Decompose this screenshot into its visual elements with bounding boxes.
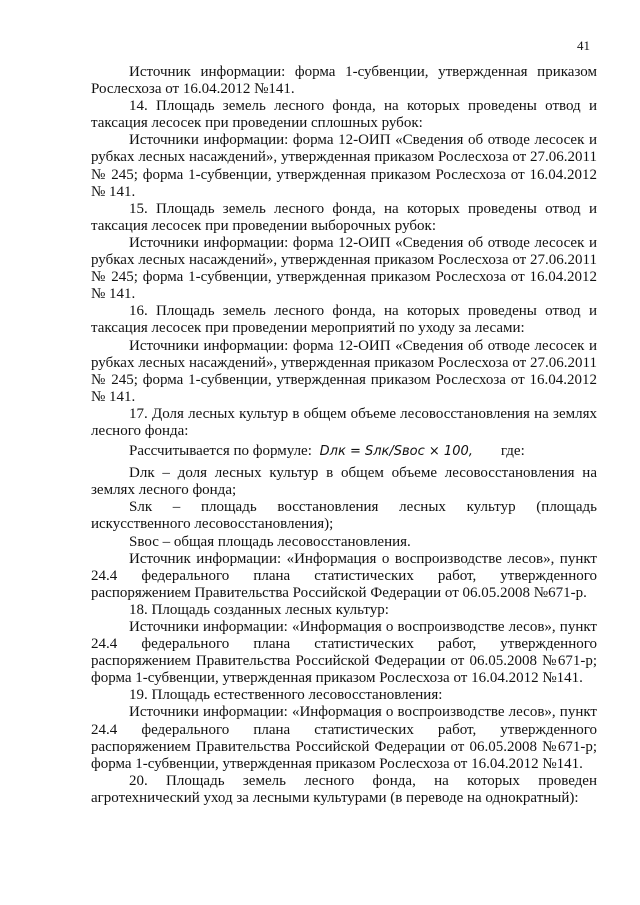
item-19-heading: 19. Площадь естественного лесовосстановления: <box>129 687 443 704</box>
item-15-sources: Источники информации: форма 12-ОИП «Сведения об отводе лесосек и рубках лесных насаждений», утвержденная приказом Рослесхоза от 27.06.2011 № 245; форма 1-субвенции, утвержденная приказом Рослесхоза от 16.04.2012 № 141. <box>91 234 597 303</box>
item-14-heading: 14. Площадь земель лесного фонда, на которых проведены отвод и таксация лесосек при проведении сплошных рубок: <box>91 98 597 132</box>
formula-where: где: <box>500 443 525 460</box>
item-18-sources: Источники информации: «Информация о воспроизводстве лесов», пункт 24.4 федерального плана статистических работ, утвержденного распоряжением Правительства Российской Федерации от 06.05.2008 №671-р; форма 1-субвенции, утвержденная приказом Рослесхоза от 16.04.2012 №141. <box>91 619 597 687</box>
item-17-source: Источник информации: «Информация о воспроизводстве лесов», пункт 24.4 федерального плана статистических работ, утвержденного распоряжением Правительства Российской Федерации от 06.05.2008 №671-р. <box>91 550 597 601</box>
definition-dlk: Dлк – доля лесных культур в общем объеме лесовосстановления на землях лесного фонда; <box>91 465 597 499</box>
item-16-heading: 16. Площадь земель лесного фонда, на которых проведены отвод и таксация лесосек при проведении мероприятий по уходу за лесами: <box>91 303 597 337</box>
definition-slk: Sлк – площадь восстановления лесных культур (площадь искусственного лесовосстановления); <box>91 499 597 533</box>
item-16-sources: Источники информации: форма 12-ОИП «Сведения об отводе лесосек и рубках лесных насаждений», утвержденная приказом Рослесхоза от 27.06.2011 № 245; форма 1-субвенции, утвержденная приказом Рослесхоза от 16.04.2012 № 141. <box>91 337 597 405</box>
source-paragraph: Источник информации: форма 1-субвенции, утвержденная приказом Рослесхоза от 16.04.2012 №141. <box>91 64 597 98</box>
definition-svos: Sвос – общая площадь лесовосстановления. <box>129 533 411 550</box>
page-number: 41 <box>577 38 590 53</box>
item-17-heading: 17. Доля лесных культур в общем объеме лесовосстановления на землях лесного фонда: <box>91 405 597 439</box>
formula-intro: Рассчитывается по формуле: <box>129 443 312 460</box>
item-18-heading: 18. Площадь созданных лесных культур: <box>129 601 389 618</box>
item-14-sources: Источники информации: форма 12-ОИП «Сведения об отводе лесосек и рубках лесных насаждений», утвержденная приказом Рослесхоза от 27.06.2011 № 245; форма 1-субвенции, утвержденная приказом Рослесхоза от 16.04.2012 № 141. <box>91 132 597 200</box>
document-body <box>91 64 597 807</box>
item-20-heading: 20. Площадь земель лесного фонда, на которых проведен агротехнический уход за лесными культурами (в переводе на однократный): <box>91 772 597 806</box>
item-15-heading: 15. Площадь земель лесного фонда, на которых проведены отвод и таксация лесосек при проведении выборочных рубок: <box>91 200 597 234</box>
formula-line <box>91 443 597 460</box>
item-19-sources: Источники информации: «Информация о воспроизводстве лесов», пункт 24.4 федерального плана статистических работ, утвержденного распоряжением Правительства Российской Федерации от 06.05.2008 №671-р; форма 1-субвенции, утвержденная приказом Рослесхоза от 16.04.2012 №141. <box>91 704 597 772</box>
formula-expression: Dлк = Sлк/Sвос × 100, <box>319 444 473 460</box>
